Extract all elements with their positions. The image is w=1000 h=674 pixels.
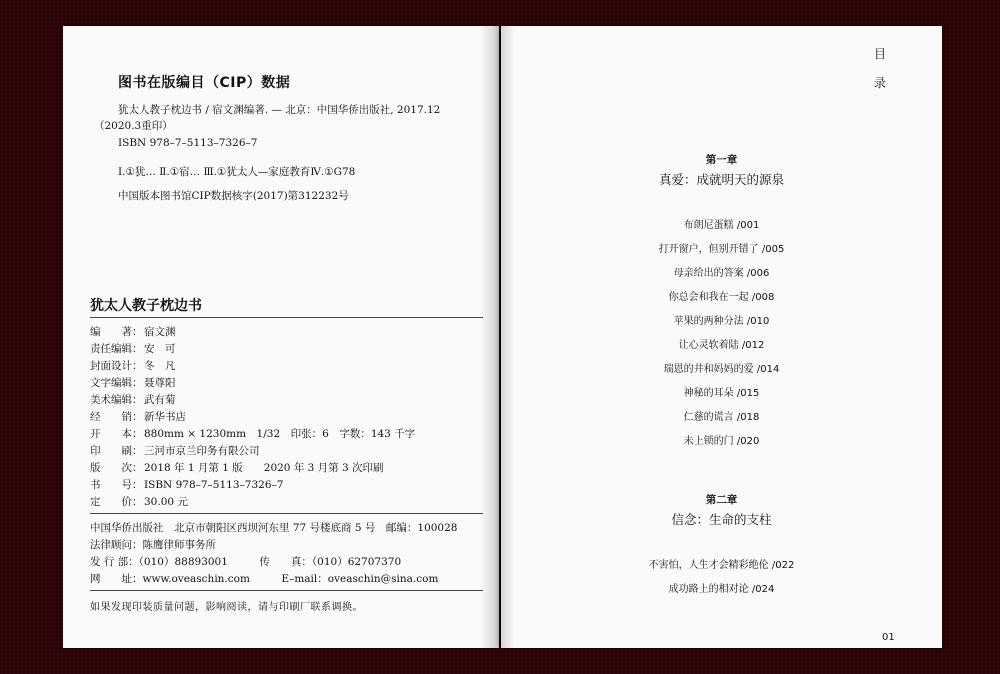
meta-key: 文字编辑： [90,377,143,389]
chapter-number: 第一章 [705,154,738,166]
book-title: 犹太人教子枕边书 [90,298,202,314]
toc-title-char: 目 [874,47,887,61]
toc-entry[interactable]: 瑞恩的井和妈妈的爱 /014 [663,364,780,375]
toc-entry[interactable]: 让心灵软着陆 /012 [678,340,765,351]
meta-value: 冬 凡 [144,360,176,372]
meta-row [90,409,186,424]
meta-key: 经 销： [90,411,143,423]
contents-page [501,26,942,648]
meta-value: 30.00 元 [144,496,188,508]
meta-value: 武有菊 [144,394,176,406]
meta-row [90,392,176,407]
publisher-line: 网 址：www.oveaschin.com E–mail：oveaschin@sina.com [90,573,439,585]
meta-value: 安 可 [144,343,176,355]
meta-key: 印 刷： [90,445,143,457]
toc-entry[interactable]: 打开窗户，但别开错了 /005 [658,244,785,255]
page-gutter-shadow [481,26,499,648]
meta-value: 三河市京兰印务有限公司 [144,445,260,457]
toc-entry[interactable]: 仁慈的谎言 /018 [683,412,760,423]
meta-key: 封面设计： [90,360,143,372]
toc-entry[interactable]: 神秘的耳朵 /015 [683,388,760,399]
toc-entry[interactable]: 布朗尼蛋糕 /001 [683,220,760,231]
divider [90,513,483,514]
page-number: 01 [882,632,895,643]
cip-line: Ⅰ.①犹… Ⅱ.①宿… Ⅲ.①犹太人—家庭教育Ⅳ.①G78 [118,166,356,178]
meta-row [90,358,176,373]
meta-value: 宿文渊 [144,326,176,338]
chapter-title: 真爱：成就明天的源泉 [658,172,784,187]
meta-row [90,426,415,441]
meta-key: 版 次： [90,462,143,474]
toc-entry[interactable]: 未上锁的门 /020 [683,436,760,447]
meta-value: ISBN 978–7–5113–7326–7 [144,479,284,491]
meta-key: 开 本： [90,428,143,440]
toc-entry[interactable]: 不害怕，人生才会精彩绝伦 /022 [648,560,795,571]
divider [90,317,483,318]
meta-row [90,443,260,458]
toc-entry[interactable]: 苹果的两种分法 /010 [673,316,770,327]
chapter-title: 信念：生命的支柱 [671,512,772,527]
divider [90,590,483,591]
meta-key: 美术编辑： [90,394,143,406]
publisher-line: 发 行 部：（010）88893001 传 真：（010）62707370 [90,556,402,568]
chapter-number: 第二章 [705,494,738,506]
toc-entry[interactable]: 你总会和我在一起 /008 [668,292,775,303]
meta-row [90,460,384,475]
publisher-line: 中国华侨出版社 北京市朝阳区西坝河东里 77 号楼底商 5 号 邮编：100028 [90,522,458,534]
quality-notice: 如果发现印装质量问题，影响阅读，请与印刷厂联系调换。 [90,602,363,613]
meta-row [90,341,176,356]
meta-value: 新华书店 [144,411,186,423]
cip-line: （2020.3重印） [94,120,173,132]
toc-title-char: 录 [874,76,887,90]
meta-key: 责任编辑： [90,343,143,355]
meta-row [90,494,188,509]
toc-entry[interactable]: 母亲给出的答案 /006 [673,268,770,279]
cip-line: 中国版本图书馆CIP数据核字(2017)第312232号 [118,190,349,202]
meta-key: 定 价： [90,496,143,508]
meta-key: 书 号： [90,479,143,491]
meta-value: 880mm × 1230mm 1/32 印张：6 字数：143 千字 [144,428,416,440]
copyright-page [63,26,499,648]
meta-value: 聂尊阳 [144,377,176,389]
meta-row [90,477,283,492]
cip-title: 图书在版编目（CIP）数据 [118,75,291,91]
cip-line: ISBN 978–7–5113–7326–7 [118,137,258,149]
meta-row [90,375,176,390]
publisher-line: 法律顾问：陈鹰律师事务所 [90,539,216,551]
cip-line: 犹太人教子枕边书 / 宿文渊编著. — 北京：中国华侨出版社, 2017.12 [118,104,441,116]
meta-row [90,324,176,339]
meta-key: 编 著： [90,326,143,338]
toc-entry[interactable]: 成功路上的相对论 /024 [668,584,775,595]
meta-value: 2018 年 1 月第 1 版 2020 年 3 月第 3 次印刷 [144,462,384,474]
